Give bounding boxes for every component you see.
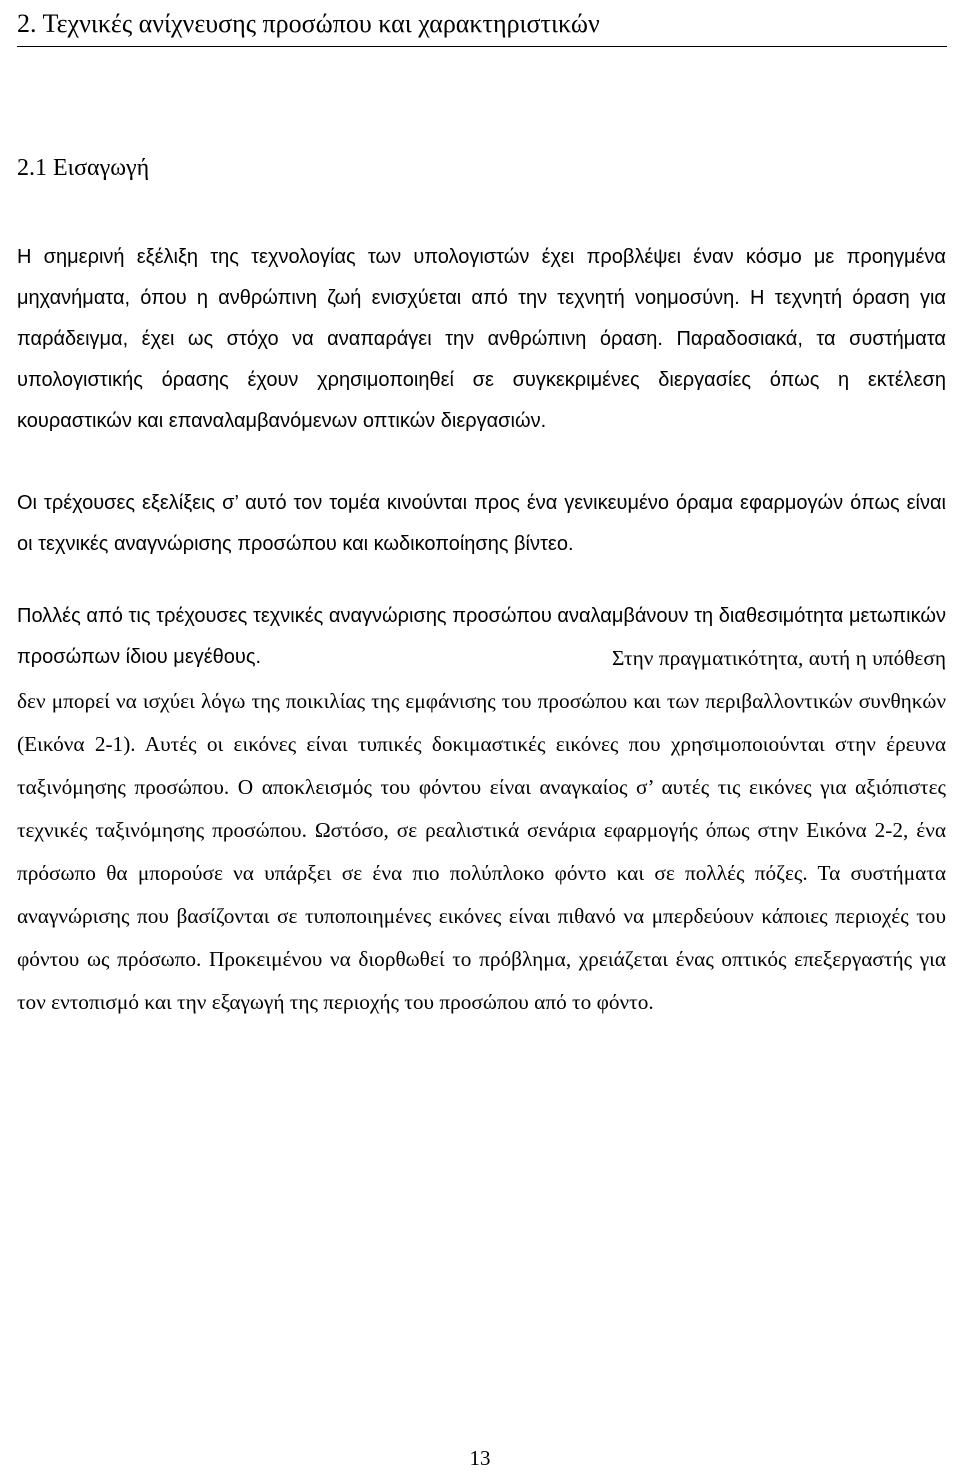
- paragraph-face-background: Στην πραγματικότητα, αυτή η υπόθεση δεν μπορεί να ισχύει λόγω της ποικιλίας της εμφάνισης του προσώπου και των περιβαλλοντικών συνθηκών (Εικόνα 2-1). Αυτές οι εικόνες είναι τυπικές δοκιμαστικές εικόνες που χρησιμοποιούνται στην έρευνα ταξινόμησης προσώπου. Ο αποκλεισμός του φόντου είναι αναγκαίος σ’ αυτές τις εικόνες για αξιόπιστες τεχνικές ταξινόμησης προσώπου. Ωστόσο, σε ρεαλιστικά σενάρια εφαρμογής όπως στην Εικόνα 2-2, ένα πρόσωπο θα μπορούσε να υπάρξει σε ένα πιο πολύπλοκο φόντο και σε πολλές πόζες. Τα συστήματα αναγνώρισης που βασίζονται σε τυποποιημένες εικόνες είναι πιθανό να μπερδεύουν κάποιες περιοχές του φόντου ως πρόσωπο. Προκειμένου να διορθωθεί το πρόβλημα, χρειάζεται ένας οπτικός επεξεργαστής για τον εντοπισμό και την εξαγωγή της περιοχής του προσώπου από το φόντο.: [17, 646, 946, 1014]
- paragraph-intro-continuation: Οι τρέχουσες εξελίξεις σ’ αυτό τον τομέα κινούνται προς ένα γενικευμένο όραμα εφαρμογών όπως είναι οι τεχνικές αναγνώρισης προσώπου και κωδικοποίησης βίντεο.: [17, 492, 946, 555]
- section-heading: 2.1 Εισαγωγή: [17, 155, 150, 181]
- chapter-title: 2. Τεχνικές ανίχνευσης προσώπου και χαρακτηριστικών: [17, 2, 947, 47]
- page-number: 13: [469, 1446, 491, 1470]
- paragraph-frontal-faces: Πολλές από τις τρέχουσες τεχνικές αναγνώρισης προσώπου αναλαμβάνουν τη διαθεσιμότητα μετωπικών προσώπων ίδιου μεγέθους.: [17, 605, 946, 668]
- paragraph-intro: Η σημερινή εξέλιξη της τεχνολογίας των υπολογιστών έχει προβλέψει έναν κόσμο με προηγμένα μηχανήματα, όπου η ανθρώπινη ζωή ενισχύεται από την τεχνητή νοημοσύνη. Η τεχνητή όραση για παράδειγμα, έχει ως στόχο να αναπαράγει την ανθρώπινη όραση. Παραδοσιακά, τα συστήματα υπολογιστικής όρασης έχουν χρησιμοποιηθεί σε συγκεκριμένες διεργασίες όπως η εκτέλεση κουραστικών και επαναλαμβανόμενων οπτικών διεργασιών.: [17, 246, 946, 432]
